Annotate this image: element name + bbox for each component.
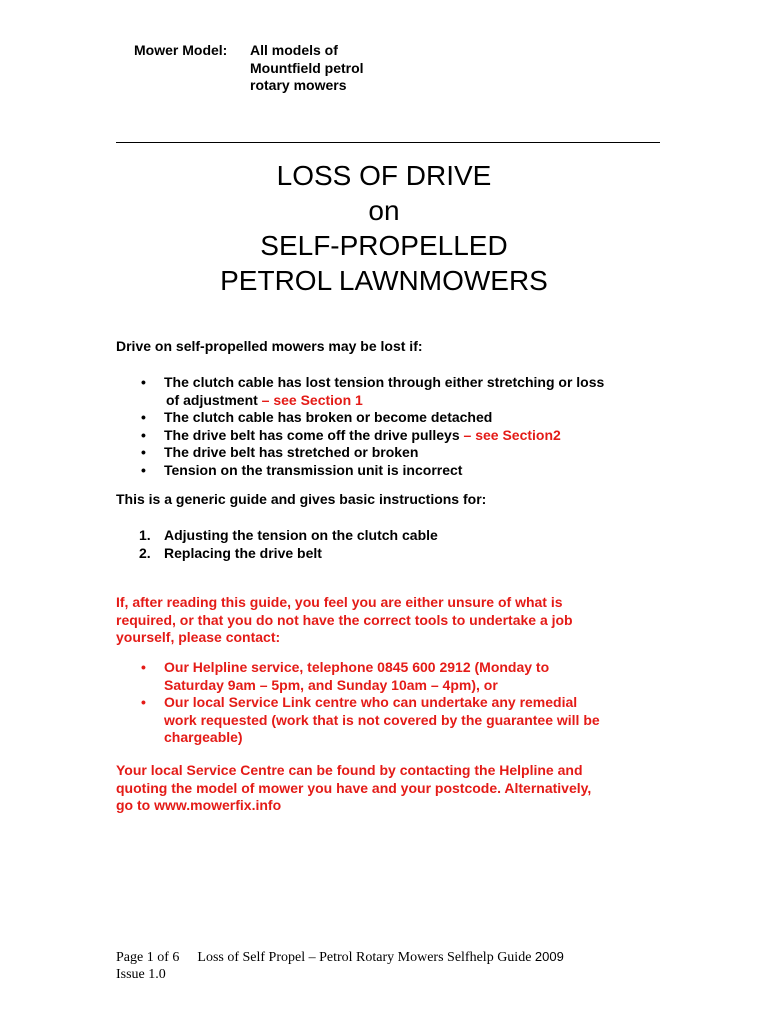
section-reference: – see Section2 xyxy=(459,426,561,443)
paragraph-line: Your local Service Centre can be found by contacting the Helpline and xyxy=(116,762,583,778)
service-centre-paragraph xyxy=(116,762,591,815)
mower-model-value xyxy=(250,42,364,95)
footer-document-title: Loss of Self Propel – Petrol Rotary Mowers Selfhelp Guide xyxy=(197,950,532,965)
intro-paragraph: Drive on self-propelled mowers may be lost if: xyxy=(116,338,423,354)
paragraph-line: yourself, please contact: xyxy=(116,629,281,645)
page-footer xyxy=(116,948,564,983)
list-item xyxy=(116,527,438,545)
title-line: PETROL LAWNMOWERS xyxy=(220,265,548,296)
list-item-line: Our local Service Link centre who can undertake any remedial xyxy=(164,694,578,710)
mower-model-line: rotary mowers xyxy=(250,77,347,93)
page-title xyxy=(116,158,652,298)
bullet-marker: • xyxy=(141,374,146,390)
step-number: 1. xyxy=(139,527,151,543)
section-reference: – see Section 1 xyxy=(257,391,363,408)
mower-model-label: Mower Model: xyxy=(134,42,228,58)
bullet-marker: • xyxy=(141,461,146,478)
footer-year: 2009 xyxy=(534,949,564,964)
list-item xyxy=(116,374,604,392)
list-item-line: work requested (work that is not covered by the guarantee will be xyxy=(164,711,600,728)
list-item-text: The drive belt has come off the drive pulleys xyxy=(164,426,460,443)
page-number: Page 1 of 6 xyxy=(116,950,180,965)
title-line: LOSS OF DRIVE xyxy=(276,160,492,191)
mower-model-line: Mountfield petrol xyxy=(250,59,364,76)
paragraph-line: quoting the model of mower you have and your postcode. Alternatively, xyxy=(116,779,592,796)
bullet-marker: • xyxy=(141,444,146,460)
title-line: on xyxy=(368,195,400,226)
paragraph-line: required, or that you do not have the correct tools to undertake a job xyxy=(116,611,573,628)
list-item-line: chargeable) xyxy=(164,729,243,745)
contact-list xyxy=(116,659,600,747)
title-line: SELF-PROPELLED xyxy=(260,230,508,261)
bullet-marker: • xyxy=(141,694,146,710)
list-item xyxy=(116,462,604,480)
list-item xyxy=(116,409,604,427)
steps-list xyxy=(116,527,438,562)
list-item xyxy=(116,545,438,563)
bullet-marker: • xyxy=(141,659,146,675)
list-item-text: The clutch cable has lost tension through either stretching or loss xyxy=(164,374,605,390)
guide-intro-paragraph: This is a generic guide and gives basic instructions for: xyxy=(116,491,487,507)
list-item-text: Replacing the drive belt xyxy=(164,544,322,561)
mower-model-line: All models of xyxy=(250,42,338,58)
paragraph-line: If, after reading this guide, you feel you are either unsure of what is xyxy=(116,594,563,610)
list-item xyxy=(116,694,600,747)
list-item xyxy=(116,427,604,445)
list-item xyxy=(116,659,600,694)
list-item-text: Adjusting the tension on the clutch cable xyxy=(164,527,438,543)
bullet-marker: • xyxy=(141,409,146,425)
list-item-line: Saturday 9am – 5pm, and Sunday 10am – 4pm), or xyxy=(164,676,498,693)
bullet-marker: • xyxy=(141,426,146,443)
list-item-text: of adjustment xyxy=(166,391,258,408)
footer-line xyxy=(116,948,564,966)
header-divider xyxy=(116,142,660,143)
step-number: 2. xyxy=(139,544,151,561)
list-item-text: The clutch cable has broken or become detached xyxy=(164,409,493,425)
contact-paragraph xyxy=(116,594,573,647)
issue-number: Issue 1.0 xyxy=(116,967,166,982)
list-item-text: Tension on the transmission unit is incorrect xyxy=(164,461,463,478)
paragraph-line: go to www.mowerfix.info xyxy=(116,797,282,813)
list-item-continuation xyxy=(116,392,604,410)
list-item-line: Our Helpline service, telephone 0845 600 2912 (Monday to xyxy=(164,659,550,675)
list-item-text: The drive belt has stretched or broken xyxy=(164,444,419,460)
causes-list xyxy=(116,374,604,479)
list-item xyxy=(116,444,604,462)
